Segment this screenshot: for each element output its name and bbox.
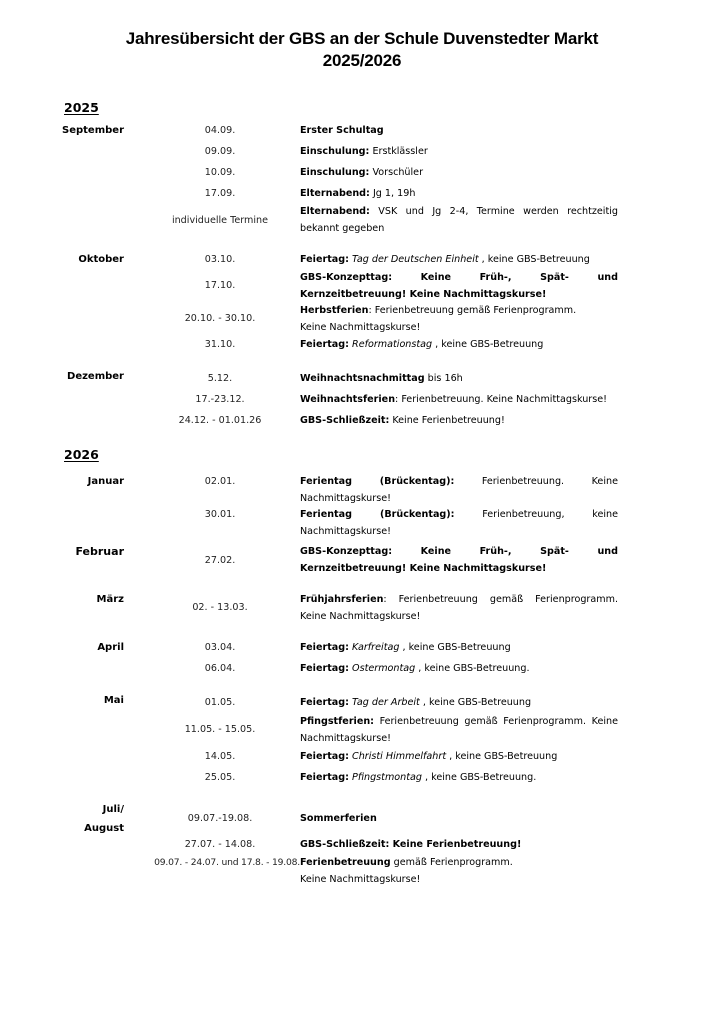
description-cell: [300, 185, 618, 202]
month-label: April: [97, 642, 124, 653]
holiday-name: Karfreitag: [352, 642, 400, 653]
year-heading-2025: 2025: [64, 100, 99, 115]
entry-text: , keine GBS-Betreuung.: [421, 772, 537, 783]
entry-text: Vorschüler: [369, 167, 424, 178]
date-cell: 27.07. - 14.08.: [184, 839, 256, 850]
holiday-name: Pfingstmontag: [352, 772, 422, 783]
description-cell: [300, 251, 618, 268]
date-cell: 25.05.: [204, 772, 236, 783]
month-label: Dezember: [67, 371, 124, 382]
entry-label: Ferienbetreuung: [300, 857, 391, 868]
date-cell: 06.04.: [204, 663, 236, 674]
description-cell: [300, 122, 618, 139]
entry-text: , keine GBS-Betreuung: [399, 642, 511, 653]
entry-label: GBS-Konzepttag: Keine Früh-, Spät- und Kernzeitbetreuung! Keine Nachmittagskurse!: [300, 272, 618, 300]
entry-text: gemäß Ferienprogramm.: [390, 857, 513, 868]
entry-label: GBS-Schließzeit: Keine Ferienbetreuung!: [300, 839, 522, 850]
description-cell: [300, 164, 618, 181]
date-cell: 30.01.: [204, 509, 236, 520]
description-cell: [300, 810, 618, 827]
holiday-name: Tag der Arbeit: [352, 697, 420, 708]
date-cell: individuelle Termine: [171, 215, 269, 226]
year-heading-2026: 2026: [64, 447, 99, 462]
date-cell: 04.09.: [204, 125, 236, 136]
entry-label: Feiertag:: [300, 751, 349, 762]
entry-label: Elternabend:: [300, 206, 370, 217]
date-cell: 31.10.: [204, 339, 236, 350]
entry-text: Erstklässler: [369, 146, 428, 157]
entry-label: Ferientag (Brückentag):: [300, 476, 455, 487]
description-cell: [300, 473, 618, 507]
entry-text: , keine GBS-Betreuung.: [415, 663, 530, 674]
description-cell: [300, 854, 618, 888]
entry-text: , keine GBS-Betreuung: [446, 751, 558, 762]
description-cell: [300, 748, 618, 765]
date-cell: 14.05.: [204, 751, 236, 762]
month-label: Oktober: [78, 254, 124, 265]
date-cell: 02.01.: [204, 476, 236, 487]
entry-text: bis 16h: [424, 373, 463, 384]
date-cell: 02. - 13.03.: [192, 602, 248, 613]
date-cell: 01.05.: [204, 697, 236, 708]
entry-label: Einschulung:: [300, 167, 370, 178]
date-cell: 09.07. - 24.07. und 17.8. - 19.08.: [154, 857, 300, 868]
description-cell: [300, 836, 618, 853]
date-cell: 11.05. - 15.05.: [184, 724, 256, 735]
entry-label: Feiertag:: [300, 663, 349, 674]
date-cell: 17.10.: [204, 280, 236, 291]
document-subtitle-year: 2025/2026: [322, 51, 402, 70]
entry-text: , keine GBS-Betreuung: [478, 254, 590, 265]
entry-text: : Ferienbetreuung. Keine Nachmittagskurse!: [395, 394, 607, 405]
month-label: September: [62, 125, 124, 136]
date-cell: 09.09.: [204, 146, 236, 157]
description-cell: [300, 639, 618, 656]
entry-text: : Ferienbetreuung gemäß Ferienprogramm. Keine Nachmittagskurse!: [300, 594, 618, 622]
description-cell: [300, 591, 618, 625]
entry-text: , keine GBS-Betreuung: [419, 697, 532, 708]
entry-label: Sommerferien: [300, 813, 377, 824]
date-cell: 24.12. - 01.01.26: [178, 415, 262, 426]
holiday-name: Ostermontag: [352, 663, 416, 674]
description-cell: [300, 769, 618, 786]
entry-label: Feiertag:: [300, 697, 349, 708]
month-label: Januar: [87, 476, 124, 487]
date-cell: 27.02.: [204, 555, 236, 566]
description-cell: [300, 391, 618, 408]
holiday-name: Tag der Deutschen Einheit: [352, 254, 479, 265]
date-cell: 17.-23.12.: [195, 394, 245, 405]
entry-label: Feiertag:: [300, 642, 349, 653]
holiday-name: Christi Himmelfahrt: [352, 751, 447, 762]
description-cell: [300, 713, 618, 747]
month-label-line1: Juli/: [102, 804, 124, 815]
entry-label: Feiertag:: [300, 772, 349, 783]
entry-text: Jg 1, 19h: [369, 188, 416, 199]
description-cell: [300, 506, 618, 540]
entry-label: Einschulung:: [300, 146, 370, 157]
entry-label: Herbstferien: [300, 305, 369, 316]
date-cell: 03.10.: [204, 254, 236, 265]
description-cell: [300, 302, 618, 336]
entry-label: Feiertag:: [300, 339, 349, 350]
entry-text: : Ferienbetreuung gemäß Ferienprogramm.: [368, 305, 577, 316]
date-cell: 03.04.: [204, 642, 236, 653]
entry-label: GBS-Konzepttag: Keine Früh-, Spät- und Kernzeitbetreuung! Keine Nachmittagskurse!: [300, 546, 618, 574]
entry-label: Weihnachtsnachmittag: [300, 373, 425, 384]
date-cell: 17.09.: [204, 188, 236, 199]
entry-text: Ferienbetreuung, keine Nachmittagskurse!: [300, 509, 618, 537]
entry-text: Keine Ferienbetreuung!: [389, 415, 505, 426]
description-cell: [300, 336, 618, 353]
description-cell: [300, 694, 618, 711]
date-cell: 5.12.: [207, 373, 233, 384]
entry-label: Ferientag (Brückentag):: [300, 509, 455, 520]
description-cell: [300, 203, 618, 237]
entry-text: VSK und Jg 2-4, Termine werden rechtzeitig bekannt gegeben: [300, 206, 618, 234]
description-cell: [300, 660, 618, 677]
date-cell: 20.10. - 30.10.: [184, 313, 256, 324]
month-label: [14, 800, 124, 838]
holiday-name: Reformationstag: [352, 339, 433, 350]
description-cell: [300, 269, 618, 303]
entry-label: Weihnachtsferien: [300, 394, 396, 405]
date-cell: 10.09.: [204, 167, 236, 178]
entry-label: Pfingstferien:: [300, 716, 375, 727]
entry-text-line2: Keine Nachmittagskurse!: [300, 322, 421, 333]
entry-label: Elternabend:: [300, 188, 370, 199]
description-cell: [300, 412, 618, 429]
month-label: März: [96, 594, 124, 605]
month-label-line2: August: [84, 823, 124, 834]
description-cell: [300, 370, 618, 387]
entry-text: Ferienbetreuung. Keine Nachmittagskurse!: [300, 476, 618, 504]
entry-label: Erster Schultag: [300, 125, 384, 136]
entry-label: Feiertag:: [300, 254, 349, 265]
entry-text: , keine GBS-Betreuung: [432, 339, 544, 350]
description-cell: [300, 143, 618, 160]
date-cell: 09.07.-19.08.: [187, 813, 253, 824]
entry-text-line2: Keine Nachmittagskurse!: [300, 874, 421, 885]
document-title: Jahresübersicht der GBS an der Schule Duvenstedter Markt: [125, 29, 599, 48]
entry-label: GBS-Schließzeit:: [300, 415, 390, 426]
month-label: Mai: [103, 695, 124, 706]
month-label: Februar: [75, 545, 124, 558]
description-cell: [300, 543, 618, 577]
entry-text: Ferienbetreuung gemäß Ferienprogramm. Keine Nachmittagskurse!: [300, 716, 618, 744]
entry-label: Frühjahrsferien: [300, 594, 384, 605]
